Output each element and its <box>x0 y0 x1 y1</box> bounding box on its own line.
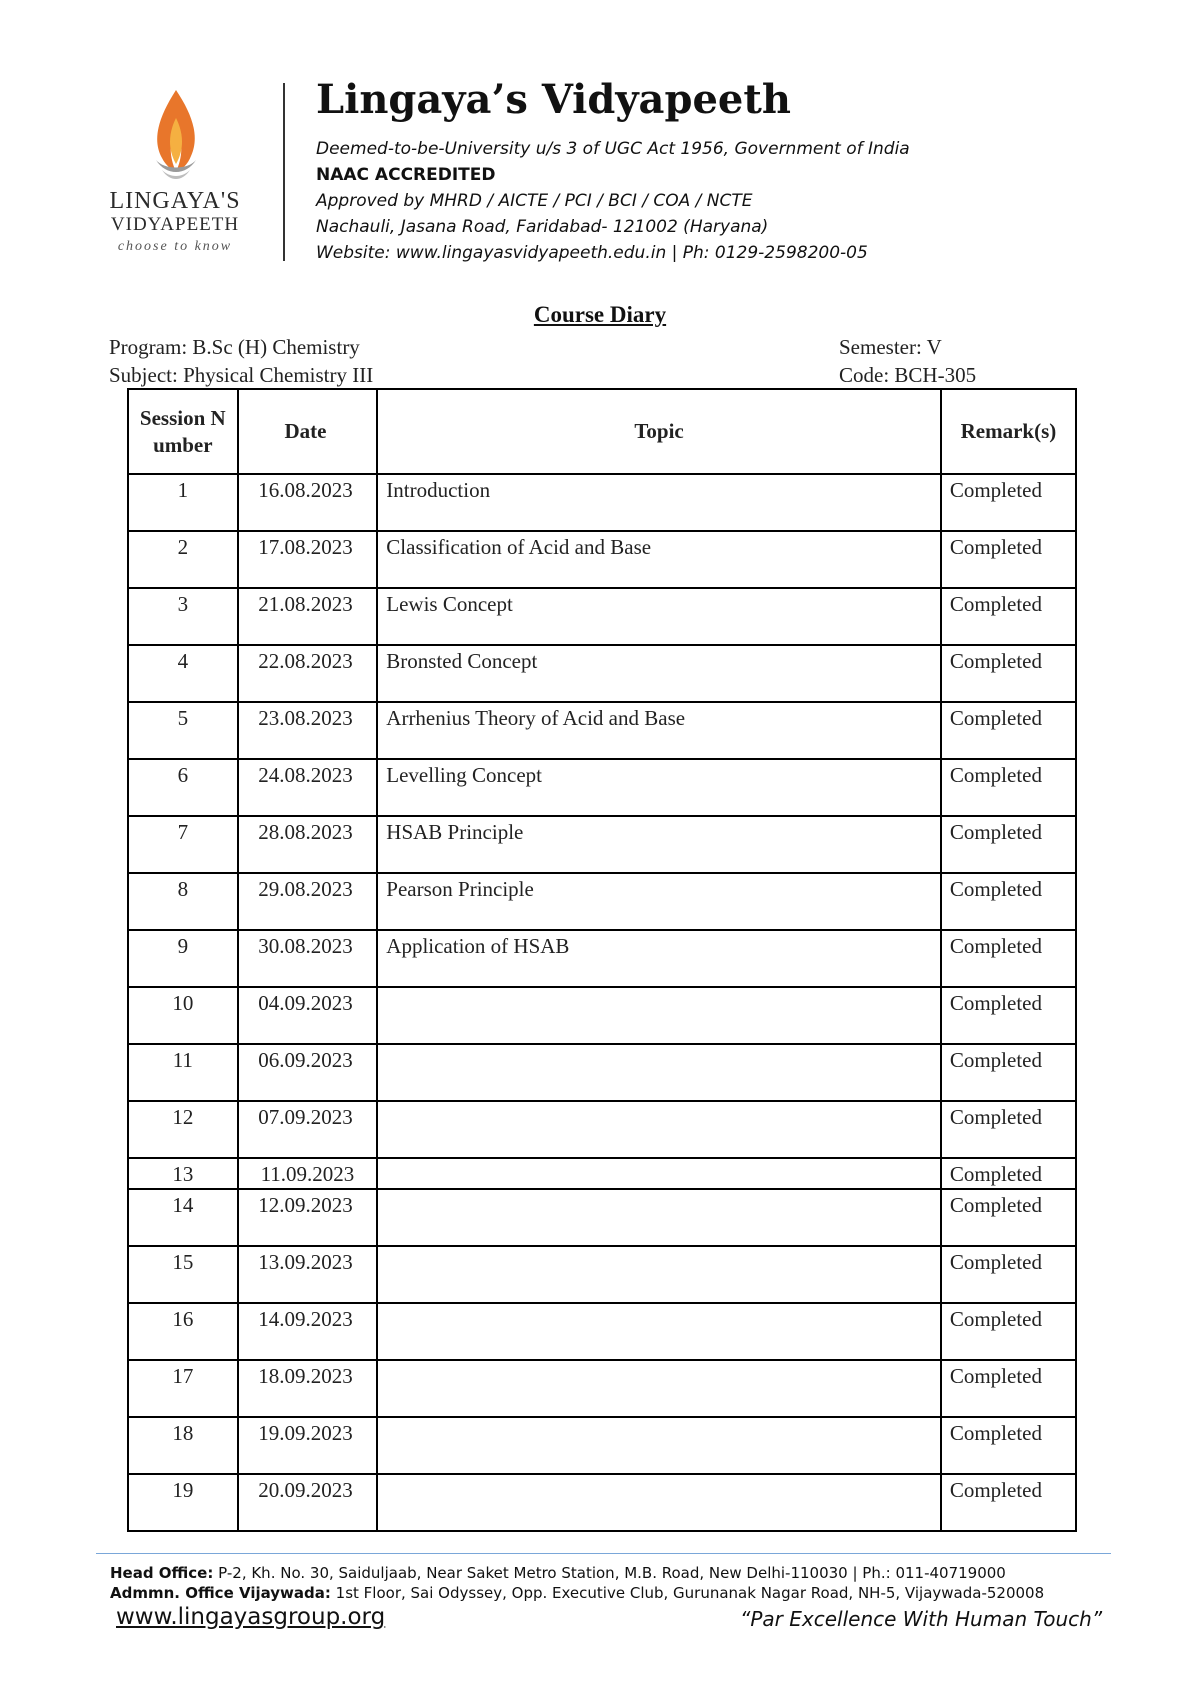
session-date: 07.09.2023 <box>238 1101 378 1158</box>
header-topic: Topic <box>377 389 941 474</box>
session-date: 11.09.2023 <box>238 1158 378 1189</box>
session-date: 22.08.2023 <box>238 645 378 702</box>
session-remark: Completed <box>941 873 1076 930</box>
table-row <box>128 1101 1076 1158</box>
session-remark: Completed <box>941 702 1076 759</box>
session-number: 12 <box>128 1101 238 1158</box>
session-remark: Completed <box>941 645 1076 702</box>
session-date: 17.08.2023 <box>238 531 378 588</box>
session-date: 30.08.2023 <box>238 930 378 987</box>
session-remark: Completed <box>941 1101 1076 1158</box>
session-date: 23.08.2023 <box>238 702 378 759</box>
session-topic: HSAB Principle <box>377 816 941 873</box>
naac-line: NAAC ACCREDITED <box>316 165 496 185</box>
session-date: 21.08.2023 <box>238 588 378 645</box>
session-topic <box>377 1158 941 1189</box>
session-remark: Completed <box>941 474 1076 531</box>
session-remark: Completed <box>941 1303 1076 1360</box>
accreditation-line: Deemed-to-be-University u/s 3 of UGC Act 1956, Government of India <box>316 139 910 159</box>
admin-office-address: 1st Floor, Sai Odyssey, Opp. Executive Club, Gurunanak Nagar Road, NH-5, Vijaywada-520008 <box>335 1584 1045 1602</box>
table-row <box>128 1158 1076 1189</box>
document-title: Course Diary <box>533 302 667 327</box>
session-topic: Classification of Acid and Base <box>377 531 941 588</box>
table-row <box>128 474 1076 531</box>
program-label: Program: B.Sc (H) Chemistry <box>109 335 360 359</box>
session-number: 3 <box>128 588 238 645</box>
session-topic <box>377 1474 941 1531</box>
flame-icon <box>148 88 204 188</box>
session-remark: Completed <box>941 987 1076 1044</box>
session-date: 04.09.2023 <box>238 987 378 1044</box>
table-row <box>128 987 1076 1044</box>
session-date: 29.08.2023 <box>238 873 378 930</box>
table-row <box>128 1044 1076 1101</box>
session-remark: Completed <box>941 759 1076 816</box>
session-number: 19 <box>128 1474 238 1531</box>
session-remark: Completed <box>941 1360 1076 1417</box>
table-row <box>128 759 1076 816</box>
semester-label: Semester: V <box>839 335 942 359</box>
session-number: 14 <box>128 1189 238 1246</box>
session-topic: Bronsted Concept <box>377 645 941 702</box>
session-remark: Completed <box>941 930 1076 987</box>
table-row <box>128 1360 1076 1417</box>
session-topic <box>377 1360 941 1417</box>
session-topic <box>377 1189 941 1246</box>
admin-office-label: Admmn. Office Vijaywada: <box>110 1584 331 1602</box>
header-divider <box>283 83 285 261</box>
session-date: 19.09.2023 <box>238 1417 378 1474</box>
table-row <box>128 816 1076 873</box>
table-row <box>128 645 1076 702</box>
header-remarks: Remark(s) <box>941 389 1076 474</box>
session-date: 28.08.2023 <box>238 816 378 873</box>
course-diary-table <box>127 388 1077 1532</box>
session-number: 9 <box>128 930 238 987</box>
session-date: 16.08.2023 <box>238 474 378 531</box>
session-number: 1 <box>128 474 238 531</box>
session-number: 6 <box>128 759 238 816</box>
table-header-row <box>128 389 1076 474</box>
session-topic: Pearson Principle <box>377 873 941 930</box>
group-website-link[interactable]: www.lingayasgroup.org <box>116 1604 386 1630</box>
session-number: 10 <box>128 987 238 1044</box>
session-topic <box>377 1044 941 1101</box>
subject-label: Subject: Physical Chemistry III <box>109 363 374 387</box>
table-row <box>128 930 1076 987</box>
table-row <box>128 1303 1076 1360</box>
session-number: 17 <box>128 1360 238 1417</box>
session-topic <box>377 987 941 1044</box>
admin-office-line <box>110 1584 1044 1602</box>
table-row <box>128 1246 1076 1303</box>
session-remark: Completed <box>941 1044 1076 1101</box>
session-date: 24.08.2023 <box>238 759 378 816</box>
session-remark: Completed <box>941 588 1076 645</box>
session-remark: Completed <box>941 1246 1076 1303</box>
session-topic <box>377 1303 941 1360</box>
session-number: 13 <box>128 1158 238 1189</box>
header-session-number: Session Number <box>128 389 238 474</box>
logo-text-line1: LINGAYA'S <box>109 188 241 214</box>
session-number: 11 <box>128 1044 238 1101</box>
head-office-address: P-2, Kh. No. 30, Saiduljaab, Near Saket Metro Station, M.B. Road, New Delhi-110030 | Ph.: 011-40719000 <box>218 1564 1006 1582</box>
table-row <box>128 702 1076 759</box>
session-date: 12.09.2023 <box>238 1189 378 1246</box>
session-number: 15 <box>128 1246 238 1303</box>
logo-text-line2: VIDYAPEETH <box>110 214 240 235</box>
session-remark: Completed <box>941 1417 1076 1474</box>
table-row <box>128 873 1076 930</box>
session-date: 14.09.2023 <box>238 1303 378 1360</box>
head-office-line <box>110 1564 1006 1582</box>
session-remark: Completed <box>941 1474 1076 1531</box>
session-number: 8 <box>128 873 238 930</box>
session-remark: Completed <box>941 1158 1076 1189</box>
head-office-label: Head Office: <box>110 1564 214 1582</box>
session-topic: Levelling Concept <box>377 759 941 816</box>
session-date: 06.09.2023 <box>238 1044 378 1101</box>
session-date: 20.09.2023 <box>238 1474 378 1531</box>
university-name: Lingaya’s Vidyapeeth <box>316 76 791 123</box>
university-logo <box>100 88 250 273</box>
session-number: 7 <box>128 816 238 873</box>
session-topic: Introduction <box>377 474 941 531</box>
table-row <box>128 1417 1076 1474</box>
session-remark: Completed <box>941 1189 1076 1246</box>
session-topic: Application of HSAB <box>377 930 941 987</box>
table-row <box>128 1474 1076 1531</box>
session-number: 18 <box>128 1417 238 1474</box>
table-row <box>128 1189 1076 1246</box>
table-row <box>128 588 1076 645</box>
motto: “Par Excellence With Human Touch” <box>740 1607 1103 1631</box>
session-remark: Completed <box>941 531 1076 588</box>
header-date: Date <box>238 389 378 474</box>
address-line: Nachauli, Jasana Road, Faridabad- 121002 (Haryana) <box>316 217 769 237</box>
logo-tagline: choose to know <box>117 239 233 254</box>
session-number: 2 <box>128 531 238 588</box>
session-number: 5 <box>128 702 238 759</box>
session-topic <box>377 1246 941 1303</box>
session-topic <box>377 1101 941 1158</box>
code-label: Code: BCH-305 <box>839 363 977 387</box>
session-date: 18.09.2023 <box>238 1360 378 1417</box>
approval-line: Approved by MHRD / AICTE / PCI / BCI / COA / NCTE <box>316 191 753 211</box>
website-phone-line: Website: www.lingayasvidyapeeth.edu.in | Ph: 0129-2598200-05 <box>316 243 868 263</box>
session-topic: Arrhenius Theory of Acid and Base <box>377 702 941 759</box>
footer-rule <box>96 1553 1111 1554</box>
session-number: 16 <box>128 1303 238 1360</box>
table-row <box>128 531 1076 588</box>
session-remark: Completed <box>941 816 1076 873</box>
session-date: 13.09.2023 <box>238 1246 378 1303</box>
session-topic <box>377 1417 941 1474</box>
session-topic: Lewis Concept <box>377 588 941 645</box>
session-number: 4 <box>128 645 238 702</box>
